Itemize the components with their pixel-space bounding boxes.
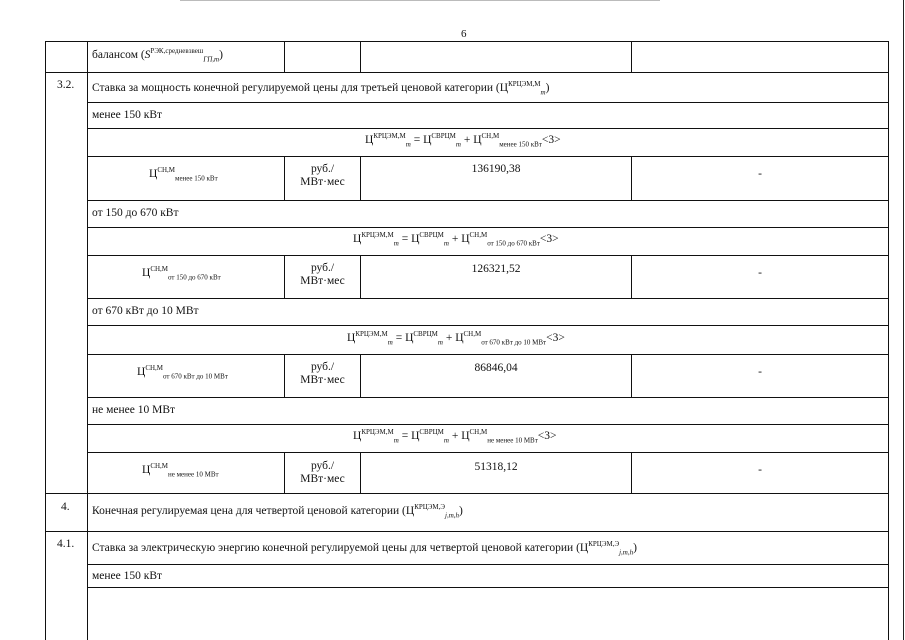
row-line [87,587,889,588]
band-formula: $Ц^{КРЦЭМ,М}_m = Ц^{СВРЦМ}_m + Ц^{СН,М}_{от 150 до 670 кВт}<3>$ [353,231,559,248]
row-line [87,424,889,425]
row-title: Конечная регулируемая цена для четвертой ценовой категории $(Ц^{КРЦЭМ,Э}_{j,m,h})$ [92,503,463,520]
unit-cell: руб./ МВт·мес [300,460,345,485]
col-line [360,255,361,298]
row-line [87,325,889,326]
col-line [360,41,361,72]
row-line [87,298,889,299]
col-line [87,41,88,640]
balance-cell: балансом $(S^{РЭК,средневзвеш}_{ГП,m})$ [92,47,223,64]
dash-cell: - [758,267,762,279]
row-line [87,200,889,201]
band-label: менее 150 кВт [92,570,163,582]
row-title: Ставка за мощность конечной регулируемой цены для третьей ценовой категории $(Ц^{КРЦЭМ,М}_m)$ [92,80,550,97]
tariff-table [45,41,889,640]
unit-cell: руб./ МВт·мес [300,262,345,287]
value-cell: 86846,04 [474,362,518,374]
row-number: 3.2. [57,79,75,91]
unit-cell: руб./ МВт·мес [300,163,345,188]
band-formula: $Ц^{КРЦЭМ,М}_m = Ц^{СВРЦМ}_m + Ц^{СН,М}_{не менее 10 МВт}<3>$ [353,428,557,445]
unit-cell: руб./ МВт·мес [300,361,345,386]
band-label: менее 150 кВт [92,109,163,121]
col-line [284,41,285,72]
row-line [87,397,889,398]
param-symbol: $Ц^{СН,М}_{менее 150 кВт}$ [149,166,218,183]
col-line [45,41,46,640]
row-line [45,41,889,42]
row-number: 4.1. [57,538,75,550]
band-formula: $Ц^{КРЦЭМ,М}_m = Ц^{СВРЦМ}_m + Ц^{СН,М}_{от 670 кВт до 10 МВт}<3>$ [347,330,565,347]
row-line [87,354,889,355]
row-number: 4. [61,501,70,513]
col-line [360,354,361,397]
scan-right-edge [903,0,904,640]
value-cell: 51318,12 [474,461,518,473]
row-title: Ставка за электрическую энергию конечной регулируемой цены для четвертой ценовой категории $(Ц^{КРЦЭМ,Э}_{j,m,h})$ [92,540,637,557]
param-symbol: $Ц^{СН,М}_{не менее 10 МВт}$ [142,462,219,479]
band-label: не менее 10 МВт [92,404,176,416]
row-line [45,531,889,532]
band-formula: $Ц^{КРЦЭМ,М}_m = Ц^{СВРЦМ}_m + Ц^{СН,М}_{менее 150 кВт}<3>$ [365,132,561,149]
row-line [87,227,889,228]
row-line [45,72,889,73]
param-symbol: $Ц^{СН,М}_{от 150 до 670 кВт}$ [142,265,221,282]
row-line [87,102,889,103]
row-line [87,564,889,565]
page-number: 6 [461,28,467,40]
col-line [888,41,889,640]
row-line [87,156,889,157]
dash-cell: - [758,168,762,180]
band-label: от 670 кВт до 10 МВт [92,305,199,317]
row-line [87,452,889,453]
row-line [87,128,889,129]
param-symbol: $Ц^{СН,М}_{от 670 кВт до 10 МВт}$ [137,364,228,381]
dash-cell: - [758,464,762,476]
value-cell: 136190,38 [471,163,521,175]
row-line [45,493,889,494]
value-cell: 126321,52 [471,263,521,275]
band-label: от 150 до 670 кВт [92,207,179,219]
col-line [631,41,632,72]
scan-top-line [180,0,660,1]
row-line [87,255,889,256]
dash-cell: - [758,366,762,378]
